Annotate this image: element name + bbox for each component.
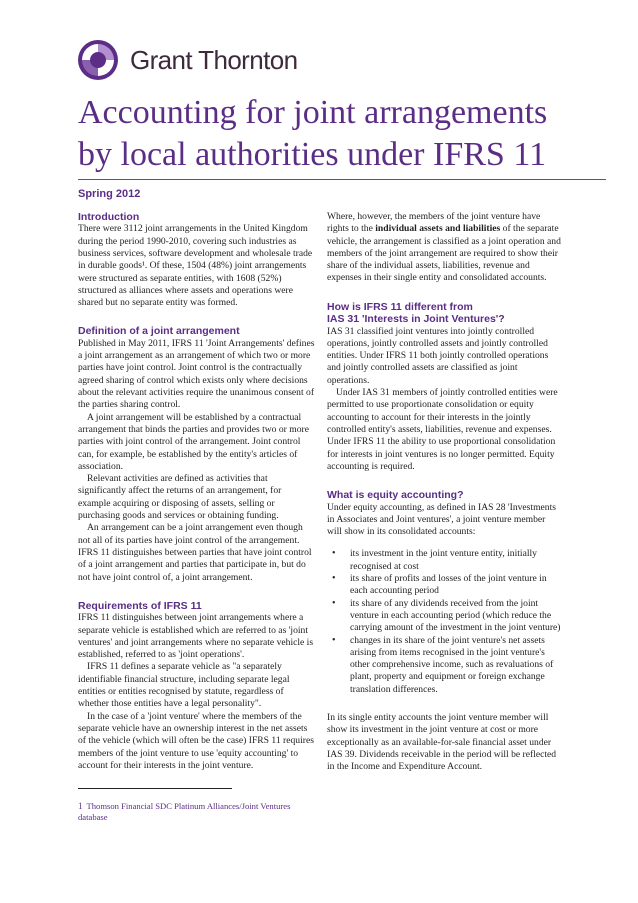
requirements-heading: Requirements of IFRS 11: [78, 599, 202, 612]
ias31-heading-line-1: How is IFRS 11 different from: [327, 300, 473, 313]
list-item: [327, 598, 562, 635]
definition-heading: Definition of a joint arrangement: [78, 325, 240, 338]
bullet-icon: •: [332, 634, 336, 646]
requirements-paragraph-3: In the case of a 'joint venture' where the members of the separate vehicle have an ownership interest in the net assets of the vehicle (which will often be the case) IFRS 11 requires members of the joint venture to use 'equity accounting' to account for their interests in the joint venture.: [78, 710, 314, 771]
right-column: [327, 211, 562, 774]
grant-thornton-logo-icon: [78, 40, 118, 80]
definition-paragraph-3: Relevant activities are defined as activities that significantly affect the returns of an arrangement, for example acquiring or disposing of assets, selling or purchasing goods and services or obtaining funding.: [78, 473, 282, 522]
joint-operation-bold: individual assets and liabilities: [375, 223, 501, 235]
title-line-2: by local authorities under IFRS 11: [78, 136, 547, 173]
equity-paragraph-2: In its single entity accounts the joint venture member will show its investment in the joint venture at cost or more exceptionally as an available-for-sale financial asset under IAS 39. Dividends receivable in the period will be reflected in the Income and Expenditure Account.: [327, 712, 557, 773]
ias31-paragraph-2: Under IAS 31 members of jointly controlled entities were permitted to use proportionate consolidation or equity accounting to account for their interests in the jointly controlled entity's assets, liabilities, revenue and expenses. Under IFRS 11 the ability to use proportional consolidation for interests in joint ventures is no longer permitted. Equity accounting is required.: [327, 387, 558, 472]
bullet-text: its investment in the joint venture entity, initially recognised at cost: [350, 548, 537, 572]
left-column: [78, 211, 316, 772]
bullet-icon: •: [332, 597, 336, 609]
ias31-heading-line-2: IAS 31 'Interests in Joint Ventures'?: [327, 313, 505, 326]
footnote-text: Thomson Financial SDC Platinum Alliances/Joint Ventures database: [78, 801, 291, 822]
issue-date: Spring 2012: [78, 188, 141, 200]
footnote-rule: [78, 788, 232, 789]
page-title: [78, 92, 598, 176]
introduction-text: There were 3112 joint arrangements in the United Kingdom during the period 1990-2010, covering such industries as business services, software development and wholesale trade in durable goods¹. Of these, 1504 (48%) joint arrangements were structured as separate entities, with 1608 (52%) structured as alliances where assets and operations were shared but no separate entity was formed.: [78, 223, 313, 309]
joint-operation-paragraph: [327, 211, 562, 285]
equity-heading: What is equity accounting?: [327, 489, 464, 502]
footnote: [78, 801, 298, 823]
bullet-icon: •: [332, 548, 336, 560]
introduction-heading: Introduction: [78, 211, 140, 223]
requirements-paragraph-2: IFRS 11 defines a separate vehicle as "a separately identifiable financial structure, including separate legal entities or entities recognised by statute, regardless of whether those entities have a legal personality".: [78, 661, 290, 710]
bullet-icon: •: [332, 573, 336, 585]
list-item: [327, 548, 562, 573]
footnote-number: 1: [78, 801, 83, 811]
list-item: [327, 573, 562, 598]
equity-paragraph-1: Under equity accounting, as defined in IAS 28 'Investments in Associates and Joint ventures', a joint venture member will show in its consolidated accounts:: [327, 501, 556, 538]
list-item: [327, 635, 562, 696]
title-rule: [78, 179, 606, 180]
ias31-paragraph-1: IAS 31 classified joint ventures into jointly controlled operations, jointly controlled assets and jointly controlled entities. Under IFRS 11 both jointly controlled operations and jointly controlled assets are classified as joint operations.: [327, 325, 549, 386]
definition-paragraph-1: Published in May 2011, IFRS 11 'Joint Arrangements' defines a joint arrangement as an arrangement of which two or more parties have joint control. Joint control is the contractually agreed sharing of control which exists only where decisions about the relevant activities require the unanimous consent of the parties sharing control.: [78, 337, 315, 411]
equity-bullet-list: [327, 548, 562, 696]
definition-paragraph-2: A joint arrangement will be established by a contractual arrangement that binds the parties and provides two or more parties with joint control of the arrangement. Joint control can, for example, be established by the entity's articles of association.: [78, 411, 309, 472]
definition-paragraph-4: An arrangement can be a joint arrangement even though not all of its parties have joint control of the arrangement. IFRS 11 distinguishes between parties that have joint control of a joint arrangement and parties that participate in, but do not have joint control of, a joint arrangement.: [78, 522, 312, 583]
bullet-text: its share of profits and losses of the joint venture in each accounting period: [350, 573, 547, 597]
ias31-heading: [327, 301, 562, 326]
grant-thornton-logo: [78, 40, 297, 80]
logo-text: Grant Thornton: [130, 44, 298, 75]
bullet-text: changes in its share of the joint venture's net assets arising from items recognised in the joint venture's other comprehensive income, such as revaluations of plant, property and equipment or foreign exchange translation differences.: [350, 634, 554, 695]
bullet-text: its share of any dividends received from the joint venture in each accounting period (which reduce the carrying amount of the investment in the joint venture): [350, 597, 561, 634]
requirements-paragraph-1: IFRS 11 distinguishes between joint arrangements where a separate vehicle is established which are referred to as 'joint ventures' and joint arrangements where no separate vehicle is established, referred to as 'joint operations'.: [78, 612, 314, 661]
joint-operation-text-b: of the separate vehicle, the arrangement is classified as a joint operation and members of the joint arrangement are required to show their share of the individual assets, liabilities, revenue and expenses in their single entity and consolidated accounts.: [327, 223, 561, 284]
title-line-1: Accounting for joint arrangements: [78, 94, 548, 131]
joint-operation-text-a: Where, however, the members of the joint venture have rights to the: [327, 211, 541, 235]
